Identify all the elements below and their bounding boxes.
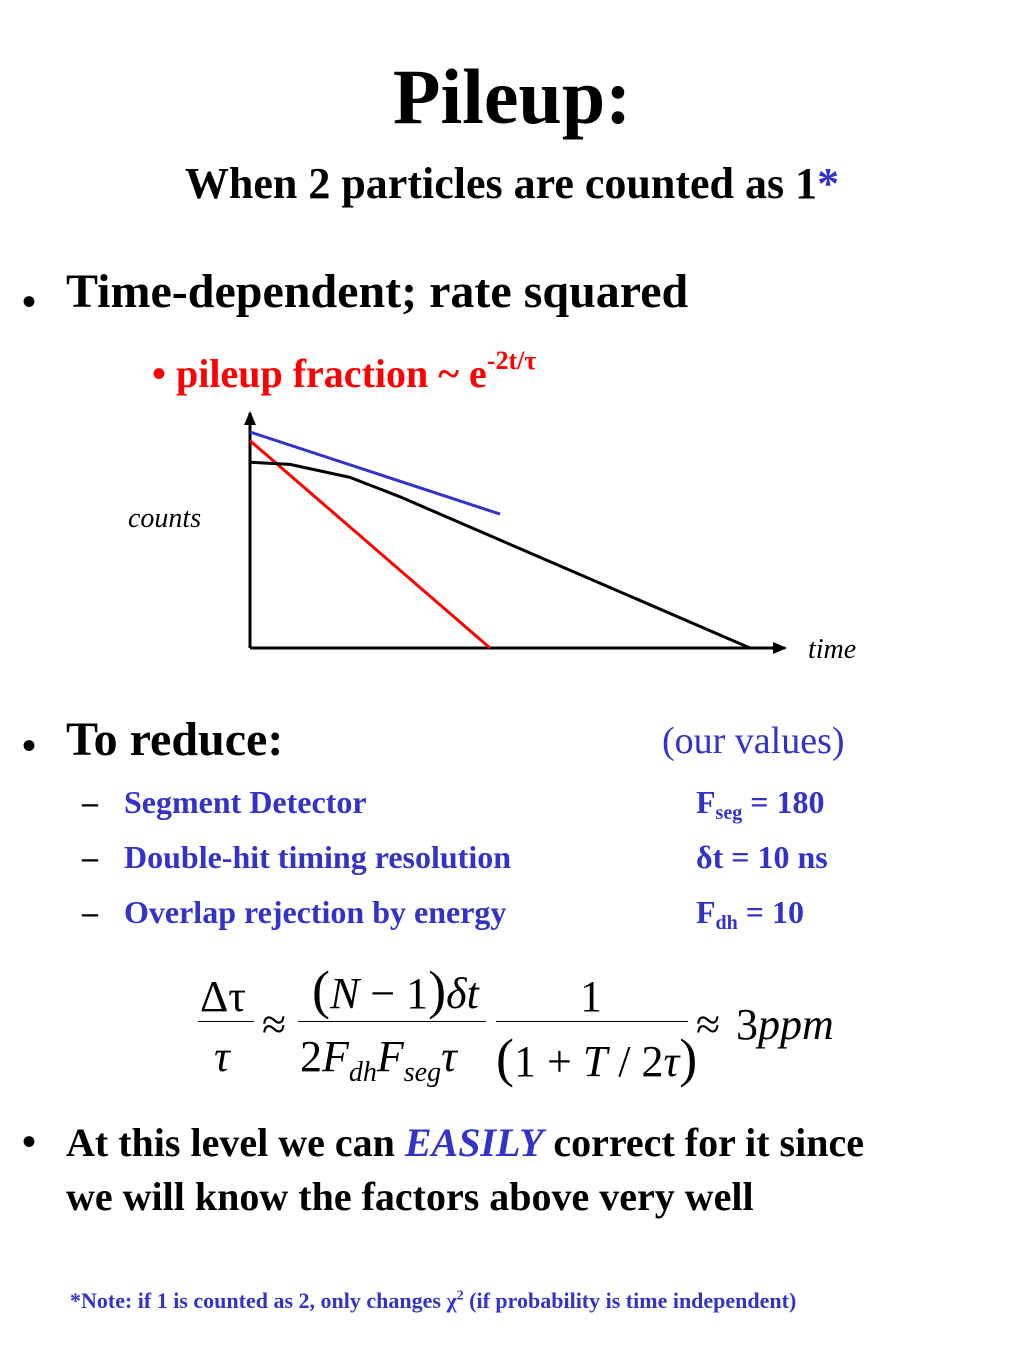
bullet-2-text: To reduce: [66, 713, 284, 766]
bullet-3-text [66, 1116, 864, 1224]
eq-den3-close: ) [679, 1028, 698, 1088]
bullet-dot-1: • [22, 279, 37, 324]
bullet-3-line-2: we will know the factors above very well [66, 1174, 754, 1219]
footnote-pre: *Note: if 1 is counted as 2, only changes [70, 1288, 447, 1313]
subtitle-star: * [817, 159, 840, 208]
pileup-chart [120, 405, 880, 675]
eq-num2-minus: − 1 [359, 969, 429, 1018]
eq-den2-tau: τ [441, 1032, 457, 1081]
eq-num2 [312, 960, 479, 1020]
eq-lhs-numerator: Δτ [200, 972, 246, 1021]
eq-den2 [300, 1032, 457, 1088]
eq-den2-F1-sub: dh [348, 1057, 377, 1088]
bullet-dot-2: • [22, 723, 37, 768]
x-axis-label: time [808, 634, 857, 665]
reduce-item-2 [82, 841, 98, 873]
footnote-chi-exp: 2 [456, 1288, 464, 1304]
bullet-dot-3: • [22, 1119, 37, 1164]
eq-den3-body-b: / 2 [607, 1037, 664, 1086]
eq-den2-2: 2 [300, 1032, 322, 1081]
bullet-1-sub-text: pileup fraction ~ e [176, 351, 487, 396]
footnote-chi: χ [446, 1288, 457, 1313]
reduce-item-3-label: Overlap rejection by energy [124, 894, 507, 930]
value-3-main: F [696, 894, 716, 930]
eq-fraction-line-1 [198, 1021, 254, 1022]
series-black-line [250, 462, 750, 648]
reduce-item-2-value: δt = 10 ns [696, 839, 828, 875]
reduce-dash-1: – [82, 784, 98, 820]
eq-rhs-3: 3 [736, 1000, 758, 1049]
eq-rhs [736, 1000, 834, 1049]
eq-den3-tau: τ [663, 1037, 680, 1086]
bullet-1-sub [152, 348, 536, 394]
bullet-1-sub-dot: • [152, 351, 167, 396]
eq-lhs-denominator: τ [214, 1032, 230, 1081]
reduce-item-2-label: Double-hit timing resolution [124, 839, 511, 875]
reduce-dash-2: – [82, 839, 98, 875]
eq-num3: 1 [580, 972, 602, 1021]
bullet-3-pre: At this level we can [66, 1120, 405, 1165]
bullet-1-text: Time-dependent; rate squared [66, 265, 689, 318]
footnote-post: (if probability is time independent) [463, 1288, 797, 1313]
value-1-sub: seg [715, 802, 743, 824]
eq-approx-1: ≈ [262, 1000, 287, 1049]
reduce-item-1-label: Segment Detector [124, 784, 367, 820]
value-3-sub: dh [715, 912, 738, 934]
reduce-item-3-value [696, 896, 804, 933]
bullet-3-post: correct for it since [543, 1120, 864, 1165]
eq-den2-F1: F [322, 1032, 349, 1081]
our-values-label: (our values) [662, 720, 845, 762]
eq-approx-2: ≈ [696, 1000, 721, 1049]
eq-den3 [496, 1028, 698, 1088]
eq-den3-open: ( [496, 1028, 514, 1088]
subtitle-text: When 2 particles are counted as 1 [184, 159, 818, 208]
eq-fraction-line-3 [496, 1021, 688, 1022]
bullet-3-emphasis: EASILY [404, 1120, 544, 1165]
eq-num2-open: ( [312, 960, 330, 1020]
bullet-1-sub-exponent: -2t/τ [486, 346, 537, 375]
pileup-equation [190, 955, 850, 1090]
value-1-rest: = 180 [742, 784, 825, 820]
reduce-dash-3: – [82, 894, 98, 930]
eq-num2-dt: δt [446, 969, 479, 1018]
eq-rhs-ppm: ppm [758, 1000, 834, 1049]
eq-den3-T: T [582, 1037, 608, 1086]
reduce-item-3 [82, 896, 98, 928]
reduce-item-1 [82, 786, 98, 818]
value-1-main: F [696, 784, 716, 820]
eq-num2-close: ) [428, 960, 447, 1020]
page-subtitle [0, 160, 1024, 208]
eq-fraction-line-2 [298, 1021, 486, 1022]
eq-den2-F2-sub: seg [403, 1057, 442, 1088]
value-3-rest: = 10 [737, 894, 805, 930]
reduce-item-1-value [696, 786, 824, 823]
page-title: Pileup: [392, 53, 632, 140]
eq-num2-N: N [329, 969, 360, 1018]
eq-den2-F2: F [376, 1032, 404, 1081]
eq-den3-body-a: 1 + [513, 1037, 583, 1086]
series-layer [250, 432, 750, 648]
footnote [70, 1288, 796, 1314]
y-axis-label: counts [128, 503, 202, 534]
